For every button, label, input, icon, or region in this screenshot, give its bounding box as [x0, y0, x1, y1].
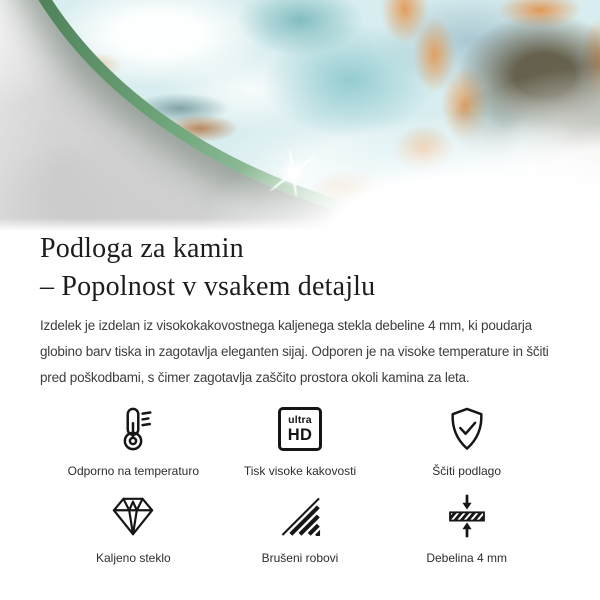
feature-label: Odporno na temperaturo — [67, 464, 200, 478]
page-title-line1: Podloga za kamin — [40, 233, 244, 264]
feature-grid — [50, 403, 550, 565]
product-description: Izdelek je izdelan iz visokokakovostnega kaljenega stekla debeline 4 mm, ki poudarja globino barv tiska in zagotavlja eleganten sijaj. Odporen je na visoke temperature in ščiti pred poškodbami, s čimer zagotavlja zaščito prostora okoli kamina za leta. — [40, 318, 549, 385]
feature-beveled-edges — [217, 490, 384, 565]
page-title-line2: – Popolnost v vsakem detajlu — [40, 271, 376, 302]
feature-print-quality — [217, 403, 384, 478]
thermometer-icon — [110, 403, 156, 455]
product-hero-image — [0, 0, 600, 230]
feature-label: Brušeni robovi — [261, 551, 339, 565]
diamond-icon — [110, 490, 156, 542]
feature-label: Kaljeno steklo — [95, 551, 171, 565]
feature-label: Debelina 4 mm — [426, 551, 508, 565]
ultra-hd-icon — [278, 403, 322, 455]
feature-label: Tisk visoke kakovosti — [243, 464, 357, 478]
product-info-section — [0, 230, 600, 565]
feature-thickness — [383, 490, 550, 565]
page-title — [40, 230, 560, 306]
feature-protects-floor — [383, 403, 550, 478]
hero-white-fade — [0, 0, 600, 230]
ultra-hd-icon-text-bottom: HD — [287, 425, 313, 444]
shield-check-icon — [446, 403, 488, 455]
thickness-icon — [445, 490, 489, 542]
feature-tempered-glass — [50, 490, 217, 565]
beveled-edges-icon — [278, 490, 322, 542]
feature-label: Ščiti podlago — [432, 464, 502, 478]
feature-temperature-resistant — [50, 403, 217, 478]
ultra-hd-icon-text-top: ultra — [288, 414, 312, 426]
